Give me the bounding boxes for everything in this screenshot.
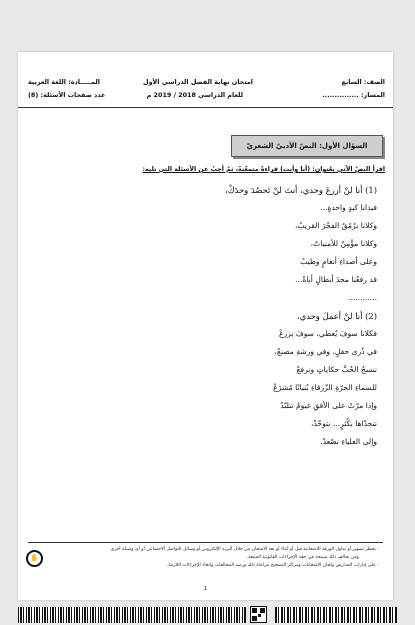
header-divider <box>18 107 393 108</box>
poem-line: للسماءِ الحرّةِ الزّرقاءِ بُنيانًا مُشرَعْ <box>273 383 377 392</box>
poem-line: قد رفعْنا مجدَ أبطالٍ أباةْ... <box>295 275 377 284</box>
academic-year: للعام الدراسي 2018 / 2019 م <box>146 91 243 99</box>
poem-separator: ............ <box>348 293 377 302</box>
poem-line: وإلى العلياءِ نصْعدْ. <box>320 437 377 446</box>
section-title: السؤال الأول: النصّ الأدبيّ الشعريّ <box>231 135 383 157</box>
poem-line: وعلى أصداءِ أنغامٍ وطيبْ <box>300 257 377 266</box>
question-instruction: اقرأ النصّ الآتي بعُنوان: (أنا وأنت) قراءةً متمعّنةً، ثمّ أجبْ عن الأسئلة التي تليه: <box>142 166 385 173</box>
footer-notes <box>48 546 379 570</box>
qr-code-icon <box>250 606 267 623</box>
no-phone-seal-icon: ✋ <box>26 550 43 567</box>
footer-divider <box>28 542 383 543</box>
poem-text <box>127 181 377 451</box>
pages-count: عدد صفحات الأسئلة: (8) <box>28 91 106 99</box>
poem-line: نتحدّاها بكُثرٍ... نتوحّدْ، <box>310 419 377 428</box>
exam-title: امتحان نهاية الفصل الدراسي الأول <box>143 78 253 86</box>
poem-line: وكلانا مؤْمِنٌ للأمنياتْ، <box>310 239 377 248</box>
poem-line: في ذُرى حقلٍ، وفي ورشةِ مصنعْ، <box>274 347 377 356</box>
barcode-icon <box>18 607 246 623</box>
exam-page <box>18 52 393 600</box>
poem-line: فكلانا سوفَ يُعطي، سوفَ يزرعْ <box>278 329 377 338</box>
track-label: المسار: ............... <box>322 91 385 99</box>
poem-line: وإذا مرّتْ على الأفقِ غيومٌ تتلبّدْ <box>280 401 377 410</box>
barcode-icon <box>275 607 397 623</box>
subject-label: المـــــادة: اللغة العربية <box>28 78 100 86</box>
poem-line: فيدانا كيدٍ واحدةٍ... <box>320 203 377 212</box>
page-number: 1 <box>203 586 208 592</box>
footer-note-1b: ومن يخالف ذلك سيتخذ في حقه الإجراءات القانونية المتبعة. <box>246 555 359 560</box>
footer-note-1: - يحظر تصوير أو تداول الورقة الامتحانية قبل أو أثناء أو بعد الامتحان من خلال البريد الإلكتروني أو وسائل التواصل الاجتماعي أو أي وسيلة أخرى <box>110 547 379 552</box>
poem-line: ننسجُ الحُبَّ حكاياتٍ ونرفعْ <box>296 365 377 374</box>
poem-line: (2) أنا لنْ أعملَ وحدي، <box>296 311 377 321</box>
poem-line: (1) أنا لنْ أزرعَ وحدي، أنتَ لنْ تَحصُدَ وحدَكْ، <box>224 185 377 195</box>
grade-label: الصف: السابع <box>341 78 385 86</box>
footer-note-2: - على إدارات المدارس ولجان الامتحانات ومراكز التصحيح مراعاة ذلك ورصد المخالفات واتخاذ الإجراءات اللازمة. <box>166 563 379 568</box>
poem-line: وكلانا يرْمُقُ الفجْرَ القريبْ، <box>294 221 377 230</box>
